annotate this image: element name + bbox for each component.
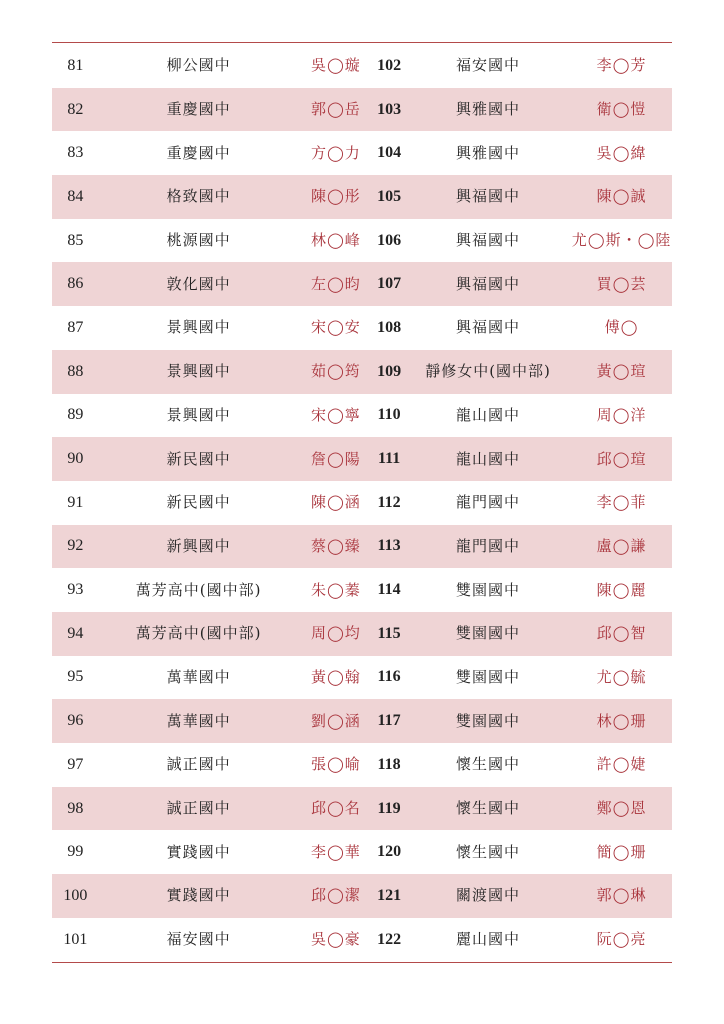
left-name: 劉◯涵 bbox=[310, 711, 361, 730]
left-name: 黃◯翰 bbox=[310, 667, 361, 686]
left-name: 吳◯璇 bbox=[310, 56, 361, 75]
right-name: 邱◯智 bbox=[596, 624, 647, 643]
left-school: 重慶國中 bbox=[166, 143, 231, 162]
right-name: 買◯芸 bbox=[596, 274, 647, 293]
right-name: 阮◯亮 bbox=[596, 930, 647, 949]
right-school: 麗山國中 bbox=[456, 930, 521, 949]
right-number: 107 bbox=[377, 275, 402, 293]
right-number: 113 bbox=[377, 537, 401, 555]
left-school: 實踐國中 bbox=[166, 886, 231, 905]
table-row bbox=[52, 525, 672, 569]
right-name: 衛◯愷 bbox=[596, 100, 647, 119]
left-school: 誠正國中 bbox=[166, 799, 231, 818]
right-school: 靜修女中(國中部) bbox=[425, 362, 551, 381]
left-number: 82 bbox=[67, 100, 84, 118]
right-number: 112 bbox=[377, 493, 401, 511]
right-name: 周◯洋 bbox=[596, 405, 647, 424]
right-name: 陳◯誠 bbox=[596, 187, 647, 206]
right-number: 119 bbox=[377, 799, 401, 817]
right-name: 李◯菲 bbox=[596, 493, 647, 512]
left-number: 100 bbox=[63, 886, 88, 904]
table-row bbox=[52, 568, 672, 612]
left-school: 萬華國中 bbox=[166, 711, 231, 730]
left-name: 林◯峰 bbox=[310, 231, 361, 250]
right-number: 122 bbox=[377, 930, 402, 948]
right-number: 109 bbox=[377, 362, 402, 380]
right-school: 懷生國中 bbox=[456, 755, 521, 774]
left-number: 99 bbox=[67, 843, 84, 861]
table-row bbox=[52, 131, 672, 175]
right-school: 雙園國中 bbox=[456, 711, 521, 730]
right-school: 龍門國中 bbox=[456, 536, 521, 555]
left-name: 詹◯陽 bbox=[310, 449, 361, 468]
left-name: 陳◯彤 bbox=[310, 187, 361, 206]
left-number: 92 bbox=[67, 537, 84, 555]
left-school: 景興國中 bbox=[166, 362, 231, 381]
right-name: 簡◯珊 bbox=[596, 842, 647, 861]
table-row bbox=[52, 830, 672, 874]
left-number: 91 bbox=[67, 493, 84, 511]
left-number: 83 bbox=[67, 144, 84, 162]
right-school: 龍山國中 bbox=[456, 449, 521, 468]
right-school: 雙園國中 bbox=[456, 580, 521, 599]
right-number: 117 bbox=[377, 712, 401, 730]
table-row bbox=[52, 481, 672, 525]
left-name: 張◯喻 bbox=[310, 755, 361, 774]
right-number: 108 bbox=[377, 318, 402, 336]
right-number: 111 bbox=[377, 450, 401, 468]
right-name: 黃◯瑄 bbox=[596, 362, 647, 381]
table-row bbox=[52, 656, 672, 700]
left-name: 邱◯名 bbox=[310, 799, 361, 818]
left-name: 宋◯安 bbox=[310, 318, 361, 337]
left-school: 誠正國中 bbox=[166, 755, 231, 774]
right-name: 林◯珊 bbox=[596, 711, 647, 730]
right-school: 雙園國中 bbox=[456, 667, 521, 686]
right-number: 104 bbox=[377, 144, 402, 162]
left-number: 87 bbox=[67, 318, 84, 336]
left-school: 新民國中 bbox=[166, 493, 231, 512]
right-number: 105 bbox=[377, 187, 402, 205]
left-name: 邱◯潔 bbox=[310, 886, 361, 905]
left-school: 格致國中 bbox=[166, 187, 231, 206]
table-row bbox=[52, 350, 672, 394]
left-name: 陳◯涵 bbox=[310, 493, 361, 512]
left-number: 84 bbox=[67, 187, 84, 205]
right-name: 許◯婕 bbox=[596, 755, 647, 774]
left-number: 81 bbox=[67, 56, 84, 74]
table-row bbox=[52, 175, 672, 219]
left-number: 96 bbox=[67, 712, 84, 730]
table-row bbox=[52, 306, 672, 350]
left-name: 郭◯岳 bbox=[310, 100, 361, 119]
table-row bbox=[52, 262, 672, 306]
left-number: 88 bbox=[67, 362, 84, 380]
left-school: 柳公國中 bbox=[166, 56, 231, 75]
table-row bbox=[52, 612, 672, 656]
left-number: 90 bbox=[67, 450, 84, 468]
left-name: 宋◯寧 bbox=[310, 405, 361, 424]
right-school: 關渡國中 bbox=[456, 886, 521, 905]
left-name: 蔡◯臻 bbox=[310, 536, 361, 555]
right-number: 102 bbox=[377, 56, 402, 74]
left-number: 89 bbox=[67, 406, 84, 424]
left-name: 左◯昀 bbox=[310, 274, 361, 293]
left-number: 95 bbox=[67, 668, 84, 686]
left-number: 98 bbox=[67, 799, 84, 817]
right-number: 118 bbox=[377, 755, 401, 773]
right-number: 116 bbox=[377, 668, 401, 686]
left-number: 85 bbox=[67, 231, 84, 249]
left-name: 茹◯筠 bbox=[310, 362, 361, 381]
left-school: 萬芳高中(國中部) bbox=[135, 624, 262, 643]
right-school: 興福國中 bbox=[456, 274, 521, 293]
bottom-rule bbox=[52, 962, 672, 963]
right-name: 吳◯緯 bbox=[596, 143, 647, 162]
right-school: 福安國中 bbox=[456, 56, 521, 75]
left-number: 94 bbox=[67, 624, 84, 642]
table-row bbox=[52, 88, 672, 132]
right-name: 陳◯麗 bbox=[596, 580, 647, 599]
table-row bbox=[52, 874, 672, 918]
right-school: 興雅國中 bbox=[456, 100, 521, 119]
left-school: 萬華國中 bbox=[166, 667, 231, 686]
left-school: 新民國中 bbox=[166, 449, 231, 468]
left-school: 桃源國中 bbox=[166, 231, 231, 250]
left-school: 福安國中 bbox=[166, 930, 231, 949]
right-name: 鄭◯恩 bbox=[596, 799, 647, 818]
left-name: 吳◯豪 bbox=[310, 930, 361, 949]
top-rule bbox=[52, 42, 672, 43]
right-school: 興福國中 bbox=[456, 187, 521, 206]
right-school: 興福國中 bbox=[456, 318, 521, 337]
left-school: 重慶國中 bbox=[166, 100, 231, 119]
right-number: 115 bbox=[377, 624, 401, 642]
left-name: 李◯華 bbox=[310, 842, 361, 861]
left-school: 萬芳高中(國中部) bbox=[135, 580, 262, 599]
right-name: 盧◯謙 bbox=[596, 536, 647, 555]
table-row bbox=[52, 699, 672, 743]
table-row bbox=[52, 787, 672, 831]
table-row bbox=[52, 394, 672, 438]
left-school: 敦化國中 bbox=[166, 274, 231, 293]
right-number: 120 bbox=[377, 843, 402, 861]
right-name: 尤◯毓 bbox=[596, 667, 647, 686]
right-school: 雙園國中 bbox=[456, 624, 521, 643]
left-name: 周◯均 bbox=[310, 624, 361, 643]
table-row bbox=[52, 44, 672, 88]
table-row bbox=[52, 219, 672, 263]
right-school: 龍門國中 bbox=[456, 493, 521, 512]
awardee-table bbox=[52, 44, 672, 961]
right-number: 110 bbox=[377, 406, 401, 424]
right-school: 懷生國中 bbox=[456, 842, 521, 861]
left-school: 景興國中 bbox=[166, 318, 231, 337]
right-name: 傅◯ bbox=[604, 318, 639, 337]
right-school: 興雅國中 bbox=[456, 143, 521, 162]
right-name: 邱◯瑄 bbox=[596, 449, 647, 468]
left-school: 實踐國中 bbox=[166, 842, 231, 861]
table-row bbox=[52, 743, 672, 787]
left-number: 97 bbox=[67, 755, 84, 773]
right-name: 尤◯斯・◯陸 bbox=[571, 231, 672, 250]
right-name: 李◯芳 bbox=[596, 56, 647, 75]
right-school: 懷生國中 bbox=[456, 799, 521, 818]
left-number: 101 bbox=[63, 930, 88, 948]
left-name: 方◯力 bbox=[310, 143, 361, 162]
right-number: 103 bbox=[377, 100, 402, 118]
left-name: 朱◯蓁 bbox=[310, 580, 361, 599]
right-number: 114 bbox=[377, 581, 401, 599]
right-school: 龍山國中 bbox=[456, 405, 521, 424]
right-name: 郭◯琳 bbox=[596, 886, 647, 905]
right-number: 106 bbox=[377, 231, 402, 249]
right-school: 興福國中 bbox=[456, 231, 521, 250]
table-row bbox=[52, 437, 672, 481]
left-number: 86 bbox=[67, 275, 84, 293]
table-row bbox=[52, 918, 672, 962]
left-number: 93 bbox=[67, 581, 84, 599]
right-number: 121 bbox=[377, 886, 402, 904]
left-school: 景興國中 bbox=[166, 405, 231, 424]
left-school: 新興國中 bbox=[166, 536, 231, 555]
